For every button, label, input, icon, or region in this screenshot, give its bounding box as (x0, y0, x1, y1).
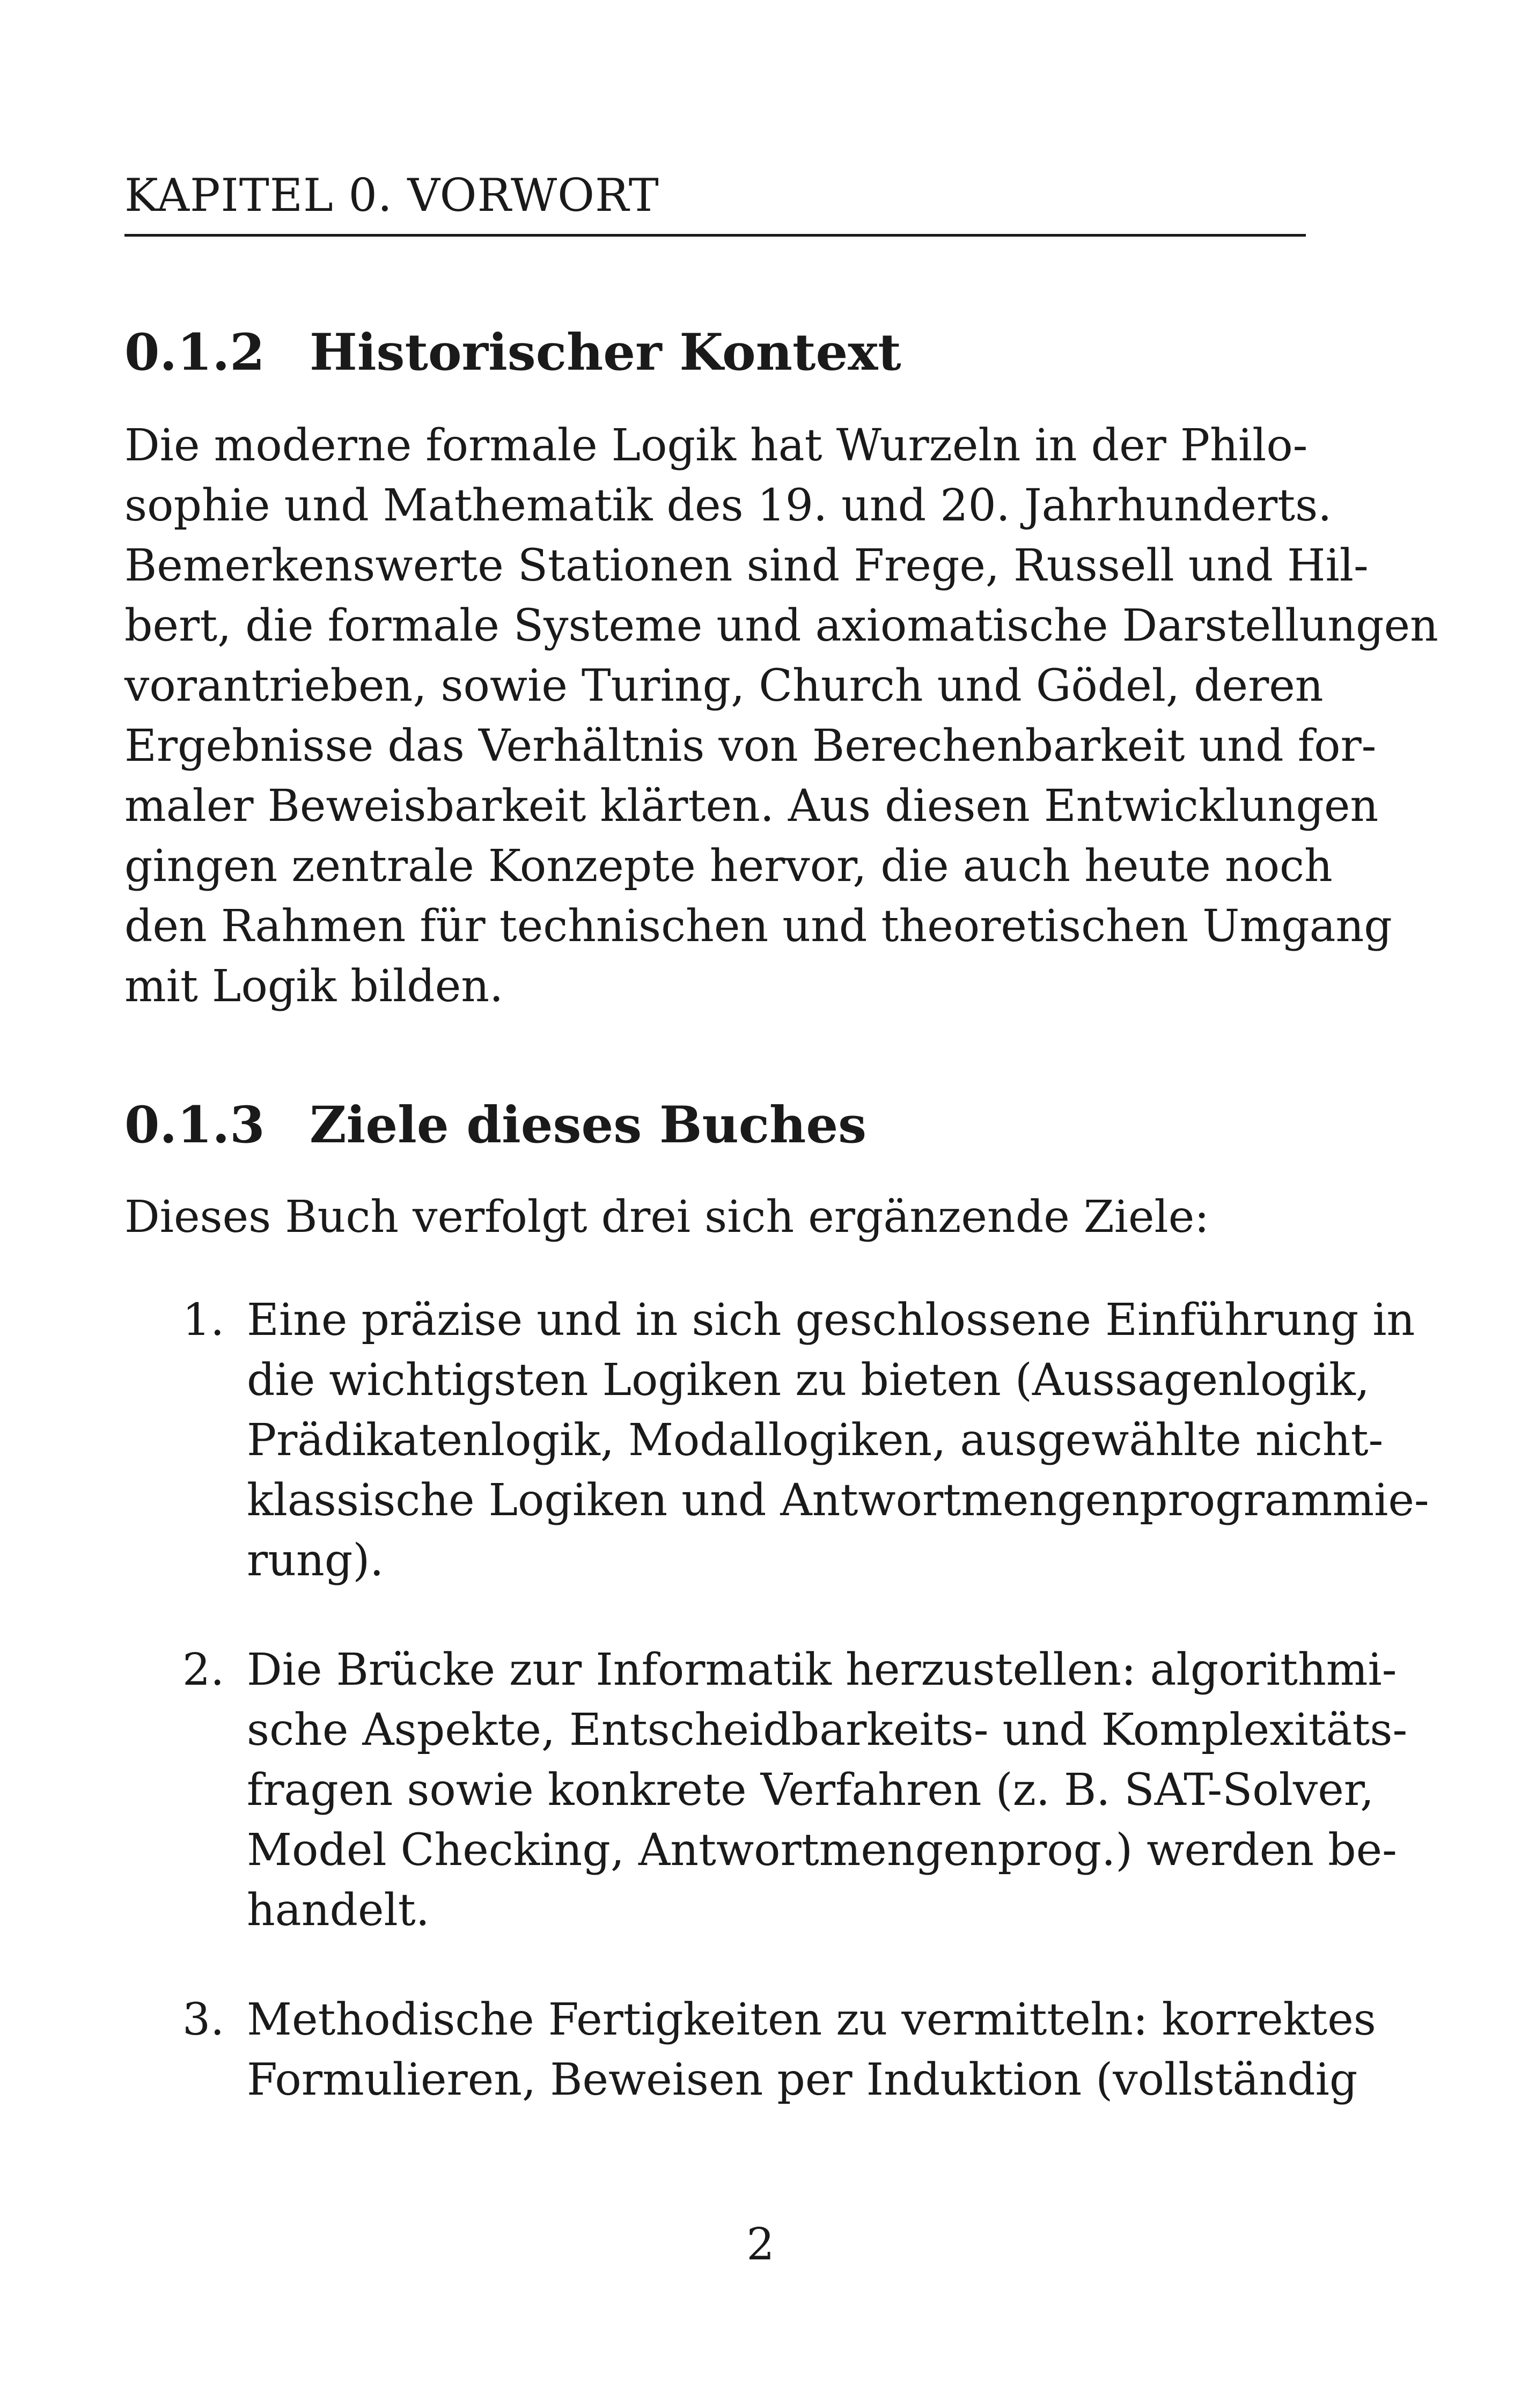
text-line: vorantrieben, sowie Turing, Church und Gödel, deren (124, 660, 1324, 711)
text-line: maler Beweisbarkeit klärten. Aus diesen Entwicklungen (124, 781, 1379, 832)
header-rule (124, 234, 1306, 237)
running-head: KAPITEL 0. VORWORT (124, 169, 659, 222)
text-line: Ergebnisse das Verhältnis von Berechenbarkeit und for- (124, 721, 1377, 772)
list-item-number: 2. (182, 1645, 225, 1695)
text-line: Eine präzise und in sich geschlossene Einführung in (247, 1295, 1415, 1346)
text-line: sophie und Mathematik des 19. und 20. Jahrhunderts. (124, 480, 1332, 531)
text-line: Bemerkenswerte Stationen sind Frege, Russell und Hil- (124, 540, 1369, 591)
text-line: Die Brücke zur Informatik herzustellen: algorithmi- (247, 1645, 1397, 1695)
section-number: 0.1.2 (124, 323, 265, 382)
text-line: Prädikatenlogik, Modallogiken, ausgewählte nicht- (247, 1415, 1384, 1466)
text-line: Die moderne formale Logik hat Wurzeln in der Philo- (124, 420, 1308, 471)
section-title: Historischer Kontext (310, 323, 901, 382)
text-line: bert, die formale Systeme und axiomatische Darstellungen (124, 600, 1438, 651)
text-line: Methodische Fertigkeiten zu vermitteln: korrektes (247, 1994, 1376, 2045)
section-title: Ziele dieses Buches (310, 1096, 867, 1155)
text-line: rung). (247, 1535, 384, 1586)
text-line: Dieses Buch verfolgt drei sich ergänzende Ziele: (124, 1192, 1209, 1243)
text-line: Formulieren, Beweisen per Induktion (vollständig (247, 2054, 1358, 2105)
section-heading-historischer-kontext (124, 323, 901, 382)
text-line: klassische Logiken und Antwortmengenprogrammie- (247, 1475, 1429, 1526)
list-item-number: 1. (182, 1295, 225, 1346)
text-line: handelt. (247, 1885, 430, 1936)
text-line: sche Aspekte, Entscheidbarkeits- und Komplexitäts- (247, 1705, 1408, 1756)
list-item-number: 3. (182, 1994, 225, 2045)
text-line: gingen zentrale Konzepte hervor, die auch heute noch (124, 841, 1333, 892)
text-line: mit Logik bilden. (124, 961, 504, 1012)
text-line: den Rahmen für technischen und theoretischen Umgang (124, 901, 1392, 952)
section-heading-ziele-dieses-buches (124, 1096, 867, 1155)
text-line: die wichtigsten Logiken zu bieten (Aussagenlogik, (247, 1355, 1370, 1406)
section-number: 0.1.3 (124, 1096, 265, 1155)
page-number: 2 (746, 2219, 775, 2270)
text-line: fragen sowie konkrete Verfahren (z. B. SAT-Solver, (247, 1765, 1375, 1816)
text-line: Model Checking, Antwortmengenprog.) werden be- (247, 1825, 1397, 1876)
